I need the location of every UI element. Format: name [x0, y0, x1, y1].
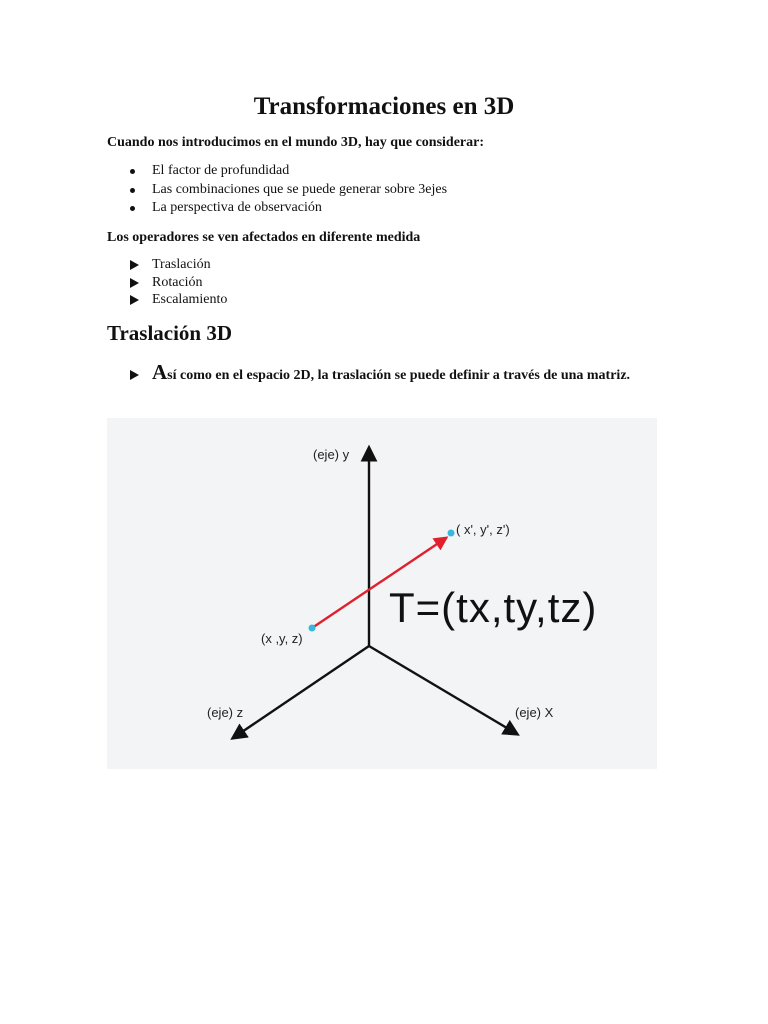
operator-label: Rotación	[152, 274, 203, 290]
arrow-bullet-icon	[130, 278, 139, 288]
intro-paragraph: Cuando nos introducimos en el mundo 3D, hay que considerar:	[107, 135, 485, 150]
list-item	[130, 291, 227, 309]
x-axis-line	[369, 646, 517, 734]
z-axis-label: (eje) z	[207, 705, 244, 720]
arrow-bullet-icon	[130, 295, 139, 305]
section-title: Traslación 3D	[107, 321, 233, 345]
y-axis-label: (eje) y	[313, 447, 350, 462]
list-item	[130, 274, 227, 292]
operator-label: Escalamiento	[152, 292, 228, 308]
lead-text: sí como en el espacio 2D, la traslación se puede definir a través de una matriz.	[167, 368, 631, 383]
translated-point	[448, 530, 455, 537]
drop-cap: A	[152, 360, 168, 384]
list-item: Las combinaciones que se puede generar sobre 3ejes	[130, 181, 447, 200]
translated-point-label: ( x', y', z')	[456, 522, 510, 537]
lead-paragraph	[130, 362, 650, 386]
list-item	[130, 256, 227, 274]
list-item: El factor de profundidad	[130, 162, 447, 181]
translation-formula: T=(tx,ty,tz)	[389, 584, 598, 631]
origin-point	[309, 625, 316, 632]
page-title: Transformaciones en 3D	[253, 93, 515, 120]
arrow-bullet-icon	[130, 260, 139, 270]
x-axis-label: (eje) X	[515, 705, 554, 720]
z-axis-line	[233, 646, 369, 738]
considerations-list	[130, 162, 447, 218]
list-item: La perspectiva de observación	[130, 199, 447, 218]
translation-diagram	[107, 418, 657, 769]
operators-list	[130, 256, 227, 309]
operator-label: Traslación	[152, 257, 211, 272]
origin-point-label: (x ,y, z)	[261, 631, 303, 646]
operators-paragraph: Los operadores se ven afectados en diferente medida	[107, 230, 421, 245]
arrow-bullet-icon	[130, 370, 139, 380]
